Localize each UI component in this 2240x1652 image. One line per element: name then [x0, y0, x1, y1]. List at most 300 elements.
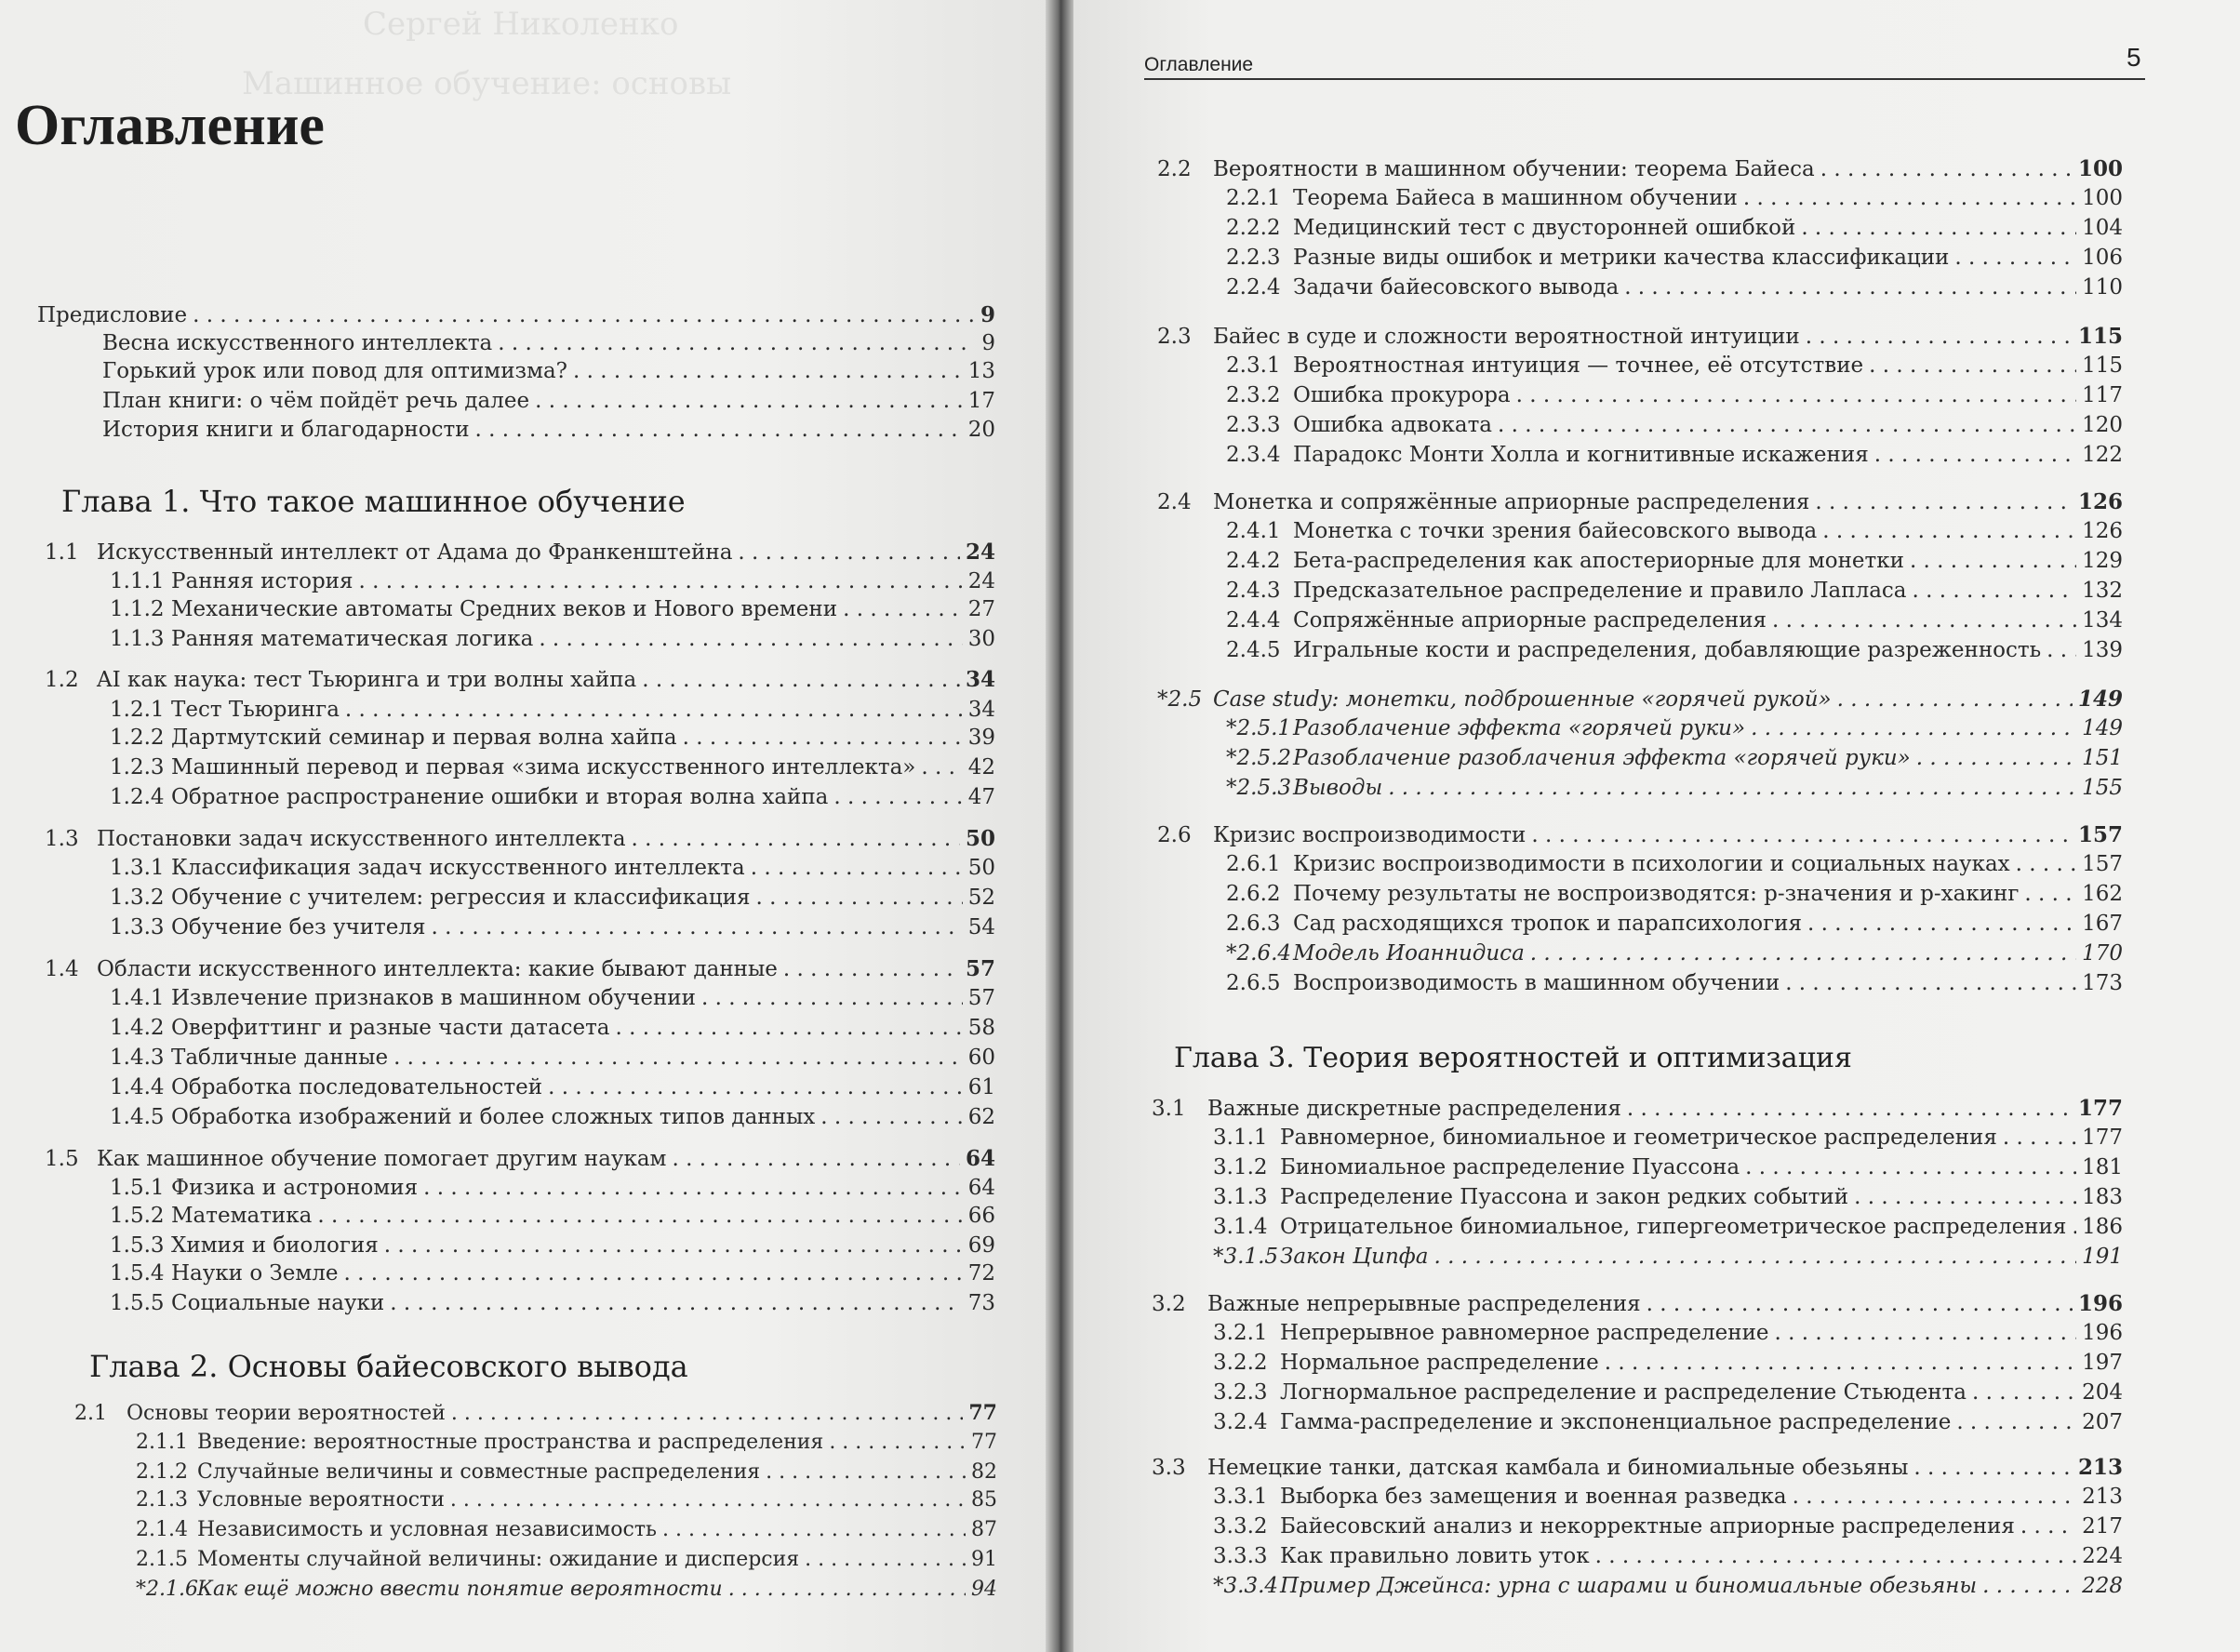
toc-page-number: 162 — [2082, 882, 2123, 906]
toc-page-number: 42 — [967, 755, 995, 779]
toc-subsection-row[interactable] — [110, 1233, 995, 1258]
toc-page-number: 39 — [967, 726, 995, 750]
dot-leader — [390, 1291, 962, 1315]
toc-title: Биномиальное распределение Пуассона — [1280, 1155, 1740, 1179]
dot-leader — [756, 886, 963, 910]
toc-subsection-row[interactable] — [136, 1460, 997, 1484]
toc-page-number: 47 — [967, 785, 995, 809]
toc-title: Машинный перевод и первая «зима искусственного интеллекта» — [171, 755, 916, 779]
toc-page-number: 110 — [2082, 275, 2123, 300]
toc-title: Кризис воспроизводимости в психологии и социальных науках — [1293, 852, 2010, 876]
toc-section-row[interactable] — [45, 667, 995, 692]
toc-subsection-row[interactable] — [102, 331, 995, 355]
dot-leader — [359, 569, 963, 593]
chapter-heading[interactable]: Глава 1. Что такое машинное обучение — [61, 484, 686, 519]
toc-number: 3.3.2 — [1213, 1514, 1268, 1539]
toc-subsection-row[interactable] — [1213, 1351, 2123, 1375]
toc-subsection-row[interactable] — [1213, 1485, 2123, 1509]
toc-number: 1.4.2 — [110, 1016, 165, 1040]
toc-page-number: 177 — [2082, 1126, 2123, 1150]
toc-number: 1.2.2 — [110, 726, 165, 750]
toc-number: 2.3.1 — [1226, 353, 1281, 378]
dot-leader — [1874, 443, 2076, 467]
toc-title: Математика — [171, 1204, 313, 1228]
dot-leader — [1605, 1351, 2076, 1375]
toc-title: Обучение без учителя — [171, 915, 426, 939]
toc-subsection-row[interactable] — [110, 1016, 995, 1040]
toc-subsection-row[interactable] — [1226, 746, 2123, 770]
toc-page-number: 217 — [2082, 1514, 2123, 1539]
toc-subsection-row[interactable] — [136, 1431, 997, 1454]
toc-number: 2.3.3 — [1226, 413, 1281, 437]
toc-page-number: 129 — [2082, 549, 2123, 573]
toc-title: Важные дискретные распределения — [1207, 1097, 1621, 1121]
dot-leader — [1801, 216, 2076, 240]
dot-leader — [843, 597, 963, 621]
toc-title: Разоблачение эффекта «горячей руки» — [1293, 716, 1746, 740]
toc-subsection-row[interactable] — [1226, 216, 2123, 240]
toc-title: Модель Иоаннидиса — [1293, 941, 1525, 966]
toc-title: Химия и биология — [171, 1233, 379, 1258]
dot-leader — [1806, 325, 2073, 349]
toc-title: Табличные данные — [171, 1046, 389, 1070]
dot-leader — [193, 303, 975, 327]
toc-number: 2.4.5 — [1226, 638, 1281, 662]
toc-number: 2.4.2 — [1226, 549, 1281, 573]
toc-page-number: 60 — [967, 1046, 995, 1070]
toc-title: Физика и астрономия — [171, 1176, 419, 1200]
dot-leader — [1498, 413, 2076, 437]
dot-leader — [1751, 716, 2076, 740]
toc-title: Дартмутский семинар и первая волна хайпа — [171, 726, 677, 750]
toc-page-number: 157 — [2082, 852, 2123, 876]
toc-page-number: 72 — [967, 1261, 995, 1286]
dot-leader — [662, 1518, 966, 1541]
toc-number: 2.2.3 — [1226, 246, 1281, 270]
toc-title: Как ещё можно ввести понятие вероятности — [197, 1578, 723, 1601]
dot-leader — [642, 668, 960, 692]
dot-leader — [1913, 1456, 2073, 1480]
dot-leader — [535, 389, 963, 413]
toc-subsection-row[interactable] — [1213, 1126, 2123, 1150]
page-number: 5 — [2127, 43, 2141, 72]
toc-number: 1.4.5 — [110, 1105, 165, 1129]
toc-subsection-row[interactable] — [1226, 716, 2123, 740]
toc-subsection-row[interactable] — [1213, 1514, 2123, 1539]
toc-number: 2.4 — [1157, 490, 1192, 514]
toc-page-number: 20 — [967, 418, 995, 442]
toc-page-number: 100 — [2077, 156, 2123, 181]
toc-number: *2.5 — [1157, 687, 1203, 712]
dot-leader — [1910, 549, 2076, 573]
toc-title: Случайные величины и совместные распределения — [197, 1460, 761, 1484]
toc-subsection-row[interactable] — [1226, 912, 2123, 936]
toc-section-row[interactable] — [1157, 489, 2123, 514]
toc-title: Вероятности в машинном обучении: теорема Байеса — [1213, 157, 1815, 181]
toc-page-number: 57 — [967, 986, 995, 1010]
toc-title: Сопряжённые априорные распределения — [1293, 608, 1767, 633]
dot-leader — [1772, 608, 2076, 633]
dot-leader — [738, 540, 960, 565]
toc-page-number: 34 — [965, 667, 995, 692]
toc-number: 1.2 — [45, 668, 79, 692]
toc-number: 1.1.2 — [110, 597, 165, 621]
dot-leader — [1837, 687, 2073, 712]
dot-leader — [1516, 383, 2076, 407]
toc-page-number: 196 — [2077, 1291, 2123, 1316]
toc-title: Отрицательное биномиальное, гипергеометрическое распределения — [1280, 1215, 2067, 1239]
toc-subsection-row[interactable] — [1226, 186, 2123, 210]
toc-number: 3.3.1 — [1213, 1485, 1268, 1509]
dot-leader — [1647, 1292, 2073, 1316]
toc-page-number: 64 — [965, 1146, 995, 1171]
toc-subsection-row[interactable] — [1213, 1185, 2123, 1209]
toc-section-row[interactable] — [1152, 1291, 2123, 1316]
toc-title: Медицинский тест с двусторонней ошибкой — [1293, 216, 1796, 240]
toc-page-number: 228 — [2082, 1574, 2123, 1598]
dot-leader — [384, 1233, 963, 1258]
toc-number: 1.1.3 — [110, 627, 165, 651]
dot-leader — [1815, 490, 2073, 514]
toc-title: Бета-распределения как апостериорные для монетки — [1293, 549, 1904, 573]
toc-subsection-row[interactable] — [1213, 1574, 2123, 1598]
toc-subsection-row[interactable] — [1226, 443, 2123, 467]
toc-title: Закон Ципфа — [1280, 1245, 1429, 1269]
toc-subsection-row[interactable] — [110, 785, 995, 809]
toc-page-number: 126 — [2082, 519, 2123, 543]
toc-page-number: 157 — [2077, 822, 2123, 847]
dot-leader — [921, 755, 962, 779]
dot-leader — [1869, 353, 2076, 378]
dot-leader — [1913, 579, 2077, 603]
left-page — [0, 0, 1057, 1652]
toc-page-number: 181 — [2082, 1155, 2123, 1179]
toc-subsection-row[interactable] — [110, 886, 995, 910]
toc-number: 1.3.1 — [110, 856, 165, 880]
toc-number: 2.6.1 — [1226, 852, 1281, 876]
toc-number: 2.4.3 — [1226, 579, 1281, 603]
toc-number: 2.4.1 — [1226, 519, 1281, 543]
toc-subsection-row[interactable] — [110, 1204, 995, 1228]
toc-number: 3.1.2 — [1213, 1155, 1268, 1179]
toc-number: 1.4.3 — [110, 1046, 165, 1070]
toc-subsection-row[interactable] — [110, 597, 995, 621]
toc-title: Немецкие танки, датская камбала и биномиальные обезьяны — [1207, 1456, 1909, 1480]
dot-leader — [701, 986, 963, 1010]
toc-subsection-row[interactable] — [110, 1105, 995, 1129]
toc-subsection-row[interactable] — [1226, 519, 2123, 543]
toc-title: Равномерное, биномиальное и геометрическое распределения — [1280, 1126, 1997, 1150]
toc-page-number: 30 — [967, 627, 995, 651]
toc-section-row[interactable] — [1157, 156, 2123, 181]
toc-subsection-row[interactable] — [1226, 882, 2123, 906]
toc-subsection-row[interactable] — [110, 698, 995, 722]
toc-title: Предисловие — [37, 303, 188, 327]
page-title: Оглавление — [15, 94, 325, 157]
toc-subsection-row[interactable] — [1226, 852, 2123, 876]
toc-page-number: 62 — [967, 1105, 995, 1129]
toc-subsection-row[interactable] — [1213, 1321, 2123, 1345]
dot-leader — [1531, 823, 2073, 847]
toc-title: Ранняя математическая логика — [171, 627, 534, 651]
toc-page-number: 183 — [2082, 1185, 2123, 1209]
dot-leader — [1785, 971, 2076, 995]
toc-title: Ошибка адвоката — [1293, 413, 1493, 437]
dot-leader — [829, 1431, 966, 1454]
dot-leader — [616, 1016, 963, 1040]
toc-subsection-row[interactable] — [1213, 1544, 2123, 1568]
toc-page-number: 85 — [971, 1488, 997, 1512]
toc-title: Основы теории вероятностей — [127, 1402, 446, 1425]
toc-page-number: 170 — [2082, 941, 2123, 966]
toc-subsection-row[interactable] — [1226, 383, 2123, 407]
toc-number: 2.6.3 — [1226, 912, 1281, 936]
toc-page-number: 52 — [967, 886, 995, 910]
dot-leader — [1743, 186, 2076, 210]
toc-page-number: 167 — [2082, 912, 2123, 936]
toc-subsection-row[interactable] — [1226, 275, 2123, 300]
toc-title: Кризис воспроизводимости — [1213, 823, 1527, 847]
toc-title: Как машинное обучение помогает другим наукам — [97, 1147, 667, 1171]
toc-subsection-row[interactable] — [136, 1548, 997, 1571]
toc-section-row[interactable] — [1157, 324, 2123, 349]
toc-page-number: 17 — [967, 389, 995, 413]
toc-page-number: 196 — [2082, 1321, 2123, 1345]
dot-leader — [1956, 1410, 2076, 1434]
toc-page-number: 34 — [967, 698, 995, 722]
toc-number: 1.5 — [45, 1147, 79, 1171]
dot-leader — [683, 726, 963, 750]
toc-title: Байесовский анализ и некорректные априорные распределения — [1280, 1514, 2015, 1539]
toc-subsection-row[interactable] — [102, 418, 995, 442]
dot-leader — [2016, 852, 2076, 876]
toc-subsection-row[interactable] — [1226, 246, 2123, 270]
toc-subsection-row[interactable] — [110, 627, 995, 651]
toc-subsection-row[interactable] — [110, 1075, 995, 1099]
toc-number: 2.3 — [1157, 325, 1192, 349]
toc-page-number: 204 — [2082, 1380, 2123, 1405]
toc-title: Независимость и условная независимость — [197, 1518, 658, 1541]
dot-leader — [450, 1488, 966, 1512]
toc-page-number: 197 — [2082, 1351, 2123, 1375]
dot-leader — [820, 1105, 962, 1129]
toc-number: *2.5.3 — [1226, 776, 1292, 800]
toc-subsection-row[interactable] — [1226, 638, 2123, 662]
toc-section-row[interactable] — [45, 956, 995, 981]
toc-subsection-row[interactable] — [110, 856, 995, 880]
dot-leader — [1433, 1245, 2076, 1269]
dot-leader — [1854, 1185, 2076, 1209]
toc-number: 1.1.1 — [110, 569, 165, 593]
chapter-heading[interactable]: Глава 2. Основы байесовского вывода — [89, 1349, 688, 1384]
toc-section-row[interactable] — [45, 826, 995, 851]
toc-number: 1.2.3 — [110, 755, 165, 779]
toc-subsection-row[interactable] — [102, 389, 995, 413]
toc-subsection-row[interactable] — [1213, 1410, 2123, 1434]
toc-subsection-row[interactable] — [1213, 1155, 2123, 1179]
toc-title: Важные непрерывные распределения — [1207, 1292, 1641, 1316]
toc-subsection-row[interactable] — [1226, 941, 2123, 966]
toc-title: Задачи байесовского вывода — [1293, 275, 1620, 300]
toc-number: 3.3.3 — [1213, 1544, 1268, 1568]
toc-subsection-row[interactable] — [1213, 1215, 2123, 1239]
toc-page-number: 69 — [967, 1233, 995, 1258]
dot-leader — [766, 1460, 966, 1484]
toc-section-row[interactable] — [45, 1146, 995, 1171]
toc-page-number: 9 — [981, 331, 995, 355]
toc-page-number: 134 — [2082, 608, 2123, 633]
toc-page-number: 207 — [2082, 1410, 2123, 1434]
toc-number: 2.4.4 — [1226, 608, 1281, 633]
toc-number: 2.6.5 — [1226, 971, 1281, 995]
toc-page-number: 126 — [2077, 489, 2123, 514]
toc-title: Case study: монетки, подброшенные «горячей рукой» — [1213, 687, 1832, 712]
toc-number: 3.1.4 — [1213, 1215, 1268, 1239]
toc-subsection-row[interactable] — [136, 1578, 997, 1601]
toc-number: *3.3.4 — [1213, 1574, 1279, 1598]
toc-page-number: 66 — [967, 1204, 995, 1228]
toc-page-number: 149 — [2082, 716, 2123, 740]
toc-title: Обучение с учителем: регрессия и классификация — [171, 886, 751, 910]
dot-leader — [317, 1204, 962, 1228]
chapter-heading[interactable]: Глава 3. Теория вероятностей и оптимизация — [1174, 1042, 1852, 1074]
dot-leader — [1954, 246, 2076, 270]
dot-leader — [475, 418, 963, 442]
toc-title: Почему результаты не воспроизводятся: p-значения и p-хакинг — [1293, 882, 2020, 906]
toc-number: 1.2.4 — [110, 785, 165, 809]
toc-title: Сад расходящихся тропок и парапсихология — [1293, 912, 1802, 936]
toc-number: 3.2.4 — [1213, 1410, 1268, 1434]
dot-leader — [2072, 1215, 2076, 1239]
toc-subsection-row[interactable] — [110, 1046, 995, 1070]
toc-title: Игральные кости и распределения, добавляющие разреженность — [1293, 638, 2042, 662]
toc-title: Воспроизводимость в машинном обучении — [1293, 971, 1780, 995]
toc-page-number: 50 — [965, 826, 995, 851]
toc-subsection-row[interactable] — [110, 569, 995, 593]
toc-subsection-row[interactable] — [110, 915, 995, 939]
toc-subsection-row[interactable] — [110, 726, 995, 750]
toc-page-number: 9 — [980, 302, 995, 327]
toc-number: 1.5.5 — [110, 1291, 165, 1315]
dot-leader — [1972, 1380, 2076, 1405]
toc-subsection-row[interactable] — [1213, 1245, 2123, 1269]
toc-subsection-row[interactable] — [1213, 1380, 2123, 1405]
dot-leader — [451, 1402, 964, 1425]
toc-title: Обработка последовательностей — [171, 1075, 543, 1099]
toc-subsection-row[interactable] — [1226, 579, 2123, 603]
toc-section-row[interactable] — [37, 302, 995, 327]
toc-page-number: 91 — [971, 1548, 997, 1571]
toc-number: 1.5.3 — [110, 1233, 165, 1258]
toc-page-number: 100 — [2082, 186, 2123, 210]
toc-subsection-row[interactable] — [110, 1291, 995, 1315]
toc-page-number: 87 — [971, 1518, 997, 1541]
toc-subsection-row[interactable] — [1226, 971, 2123, 995]
toc-page-number: 82 — [971, 1460, 997, 1484]
toc-number: 1.3 — [45, 827, 79, 851]
toc-number: 1.3.2 — [110, 886, 165, 910]
toc-title: Теорема Байеса в машинном обучении — [1293, 186, 1738, 210]
toc-page-number: 13 — [967, 359, 995, 383]
book-spine — [1046, 0, 1073, 1652]
toc-subsection-row[interactable] — [1226, 608, 2123, 633]
dot-leader — [1745, 1155, 2076, 1179]
dot-leader — [632, 827, 960, 851]
toc-title: Пример Джейнса: урна с шарами и биномиальные обезьяны — [1280, 1574, 1978, 1598]
toc-title: Нормальное распределение — [1280, 1351, 1599, 1375]
toc-number: *2.6.4 — [1226, 941, 1292, 966]
toc-subsection-row[interactable] — [1226, 353, 2123, 378]
toc-subsection-row[interactable] — [1226, 549, 2123, 573]
toc-subsection-row[interactable] — [136, 1488, 997, 1512]
dot-leader — [672, 1147, 960, 1171]
dot-leader — [393, 1046, 963, 1070]
toc-title: Распределение Пуассона и закон редких событий — [1280, 1185, 1849, 1209]
toc-number: 2.1.2 — [136, 1460, 188, 1484]
toc-title: Байес в суде и сложности вероятностной интуиции — [1213, 325, 1800, 349]
toc-page-number: 155 — [2082, 776, 2123, 800]
toc-subsection-row[interactable] — [1226, 776, 2123, 800]
dot-leader — [1775, 1321, 2077, 1345]
toc-title: Предсказательное распределение и правило Лапласа — [1293, 579, 1907, 603]
dot-leader — [1820, 157, 2073, 181]
toc-subsection-row[interactable] — [110, 1176, 995, 1200]
toc-section-row[interactable] — [1157, 686, 2123, 712]
toc-subsection-row[interactable] — [110, 755, 995, 779]
toc-subsection-row[interactable] — [110, 986, 995, 1010]
toc-subsection-row[interactable] — [102, 359, 995, 383]
dot-leader — [345, 698, 963, 722]
toc-subsection-row[interactable] — [1226, 413, 2123, 437]
toc-section-row[interactable] — [1152, 1455, 2123, 1480]
toc-section-row[interactable] — [1157, 822, 2123, 847]
toc-title: Вероятностная интуиция — точнее, её отсутствие — [1293, 353, 1864, 378]
toc-number: 3.2 — [1152, 1292, 1186, 1316]
toc-title: Моменты случайной величины: ожидание и дисперсия — [197, 1548, 800, 1571]
toc-number: 2.2.2 — [1226, 216, 1281, 240]
dot-leader — [1807, 912, 2076, 936]
dot-leader — [2024, 882, 2076, 906]
toc-number: 3.1.1 — [1213, 1126, 1268, 1150]
toc-section-row[interactable] — [1152, 1096, 2123, 1121]
dot-leader — [1530, 941, 2076, 966]
toc-subsection-row[interactable] — [136, 1518, 997, 1541]
toc-number: 1.5.4 — [110, 1261, 165, 1286]
toc-title: Науки о Земле — [171, 1261, 339, 1286]
toc-subsection-row[interactable] — [110, 1261, 995, 1286]
toc-number: 1.5.1 — [110, 1176, 165, 1200]
toc-title: Выводы — [1293, 776, 1383, 800]
toc-section-row[interactable] — [45, 540, 995, 565]
toc-number: 2.6.2 — [1226, 882, 1281, 906]
toc-number: 2.1.5 — [136, 1548, 188, 1571]
toc-section-row[interactable] — [74, 1401, 997, 1425]
toc-number: 2.2 — [1157, 157, 1192, 181]
toc-number: 3.3 — [1152, 1456, 1186, 1480]
dot-leader — [751, 856, 963, 880]
toc-title: Обратное распространение ошибки и вторая волна хайпа — [171, 785, 829, 809]
toc-page-number: 122 — [2082, 443, 2123, 467]
dot-leader — [783, 957, 960, 981]
toc-title: Тест Тьюринга — [171, 698, 340, 722]
dot-leader — [805, 1548, 966, 1571]
dot-leader — [548, 1075, 963, 1099]
dot-leader — [1624, 275, 2076, 300]
dot-leader — [498, 331, 976, 355]
bleed-through-text: Машинное обучение: основы — [242, 65, 732, 102]
dot-leader — [1627, 1097, 2073, 1121]
toc-page-number: 213 — [2082, 1485, 2123, 1509]
